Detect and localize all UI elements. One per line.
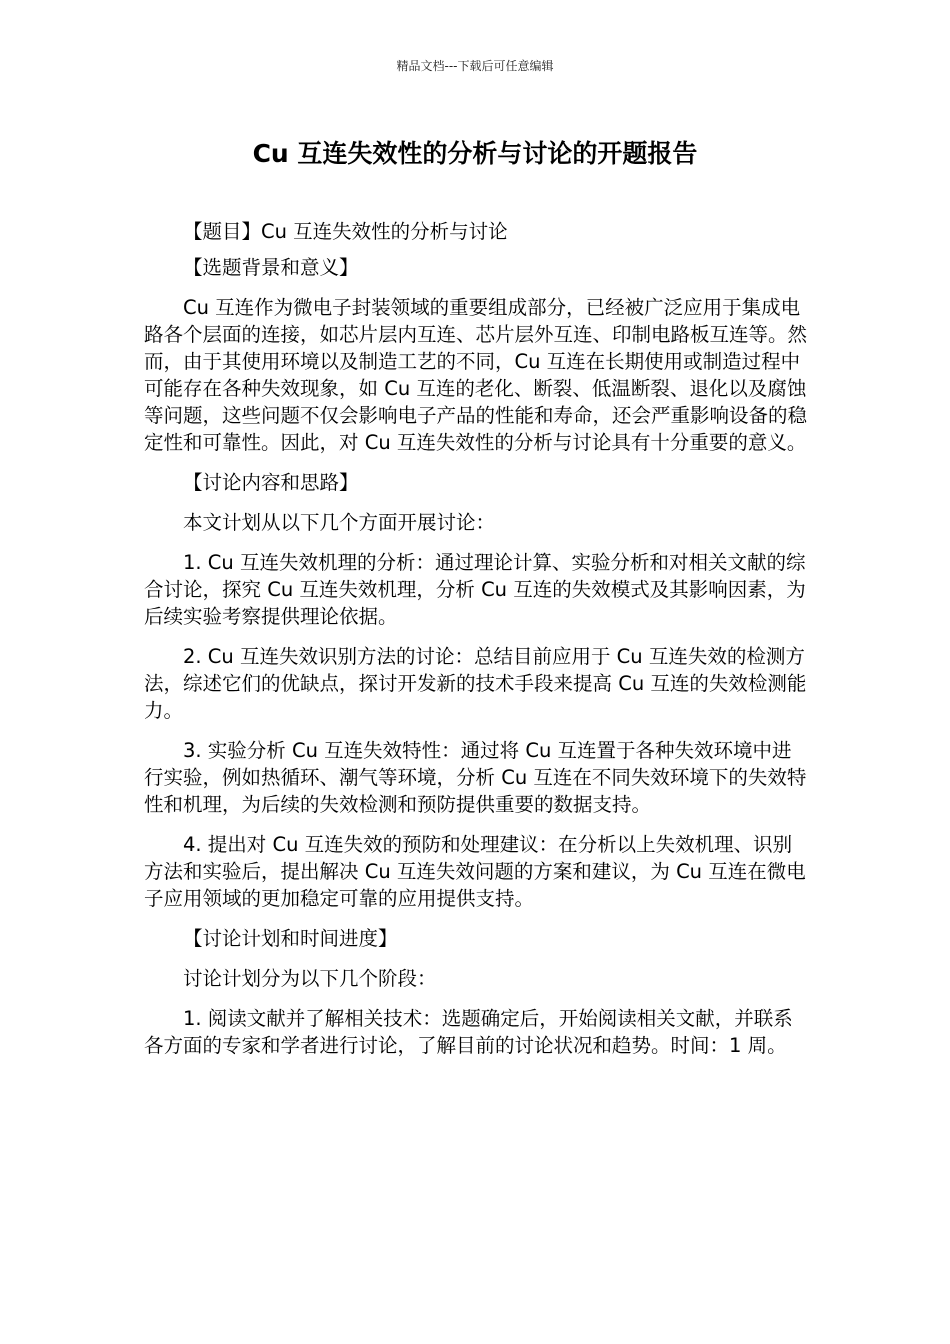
- section-heading-schedule: 【讨论计划和时间进度】: [183, 927, 398, 950]
- section-heading-background: 【选题背景和意义】: [183, 256, 359, 279]
- content-item-3: 3. 实验分析 Cu 互连失效特性：通过将 Cu 互连置于各种失效环境中进行实验，例如热循环、潮气等环境，分析 Cu 互连在不同失效环境下的失效特性和机理，为后续的失效检测和预防提供重要的数据支持。: [144, 739, 807, 816]
- content-intro: 本文计划从以下几个方面开展讨论：: [183, 511, 496, 534]
- background-paragraph: Cu 互连作为微电子封装领域的重要组成部分，已经被广泛应用于集成电路各个层面的连接，如芯片层内互连、芯片层外互连、印制电路板互连等。然而，由于其使用环境以及制造工艺的不同，Cu 互连在长期使用或制造过程中可能存在各种失效现象，如 Cu 互连的老化、断裂、低温断裂、退化以及腐蚀等问题，这些问题不仅会影响电子产品的性能和寿命，还会严重影响设备的稳定性和可靠性。因此，对 Cu 互连失效性的分析与讨论具有十分重要的意义。: [144, 296, 808, 454]
- content-item-2: 2. Cu 互连失效识别方法的讨论：总结目前应用于 Cu 互连失效的检测方法，综述它们的优缺点，探讨开发新的技术手段来提高 Cu 互连的失效检测能力。: [144, 645, 807, 722]
- schedule-intro: 讨论计划分为以下几个阶段：: [183, 967, 437, 990]
- content-item-4: 4. 提出对 Cu 互连失效的预防和处理建议：在分析以上失效机理、识别方法和实验后，提出解决 Cu 互连失效问题的方案和建议，为 Cu 互连在微电子应用领域的更加稳定可靠的应用提供支持。: [144, 833, 806, 910]
- document-body: [144, 218, 808, 1059]
- schedule-item-1: 1. 阅读文献并了解相关技术：选题确定后，开始阅读相关文献，并联系各方面的专家和学者进行讨论，了解目前的讨论状况和趋势。时间：1 周。: [144, 1007, 793, 1057]
- topic-line: 【题目】Cu 互连失效性的分析与讨论: [183, 220, 508, 243]
- section-heading-content: 【讨论内容和思路】: [183, 471, 359, 494]
- content-item-1: 1. Cu 互连失效机理的分析：通过理论计算、实验分析和对相关文献的综合讨论，探究 Cu 互连失效机理，分析 Cu 互连的失效模式及其影响因素，为后续实验考察提供理论依据。: [144, 551, 806, 628]
- header-note: 精品文档---下载后可任意编辑: [396, 59, 554, 73]
- document-title: Cu 互连失效性的分析与讨论的开题报告: [252, 139, 698, 168]
